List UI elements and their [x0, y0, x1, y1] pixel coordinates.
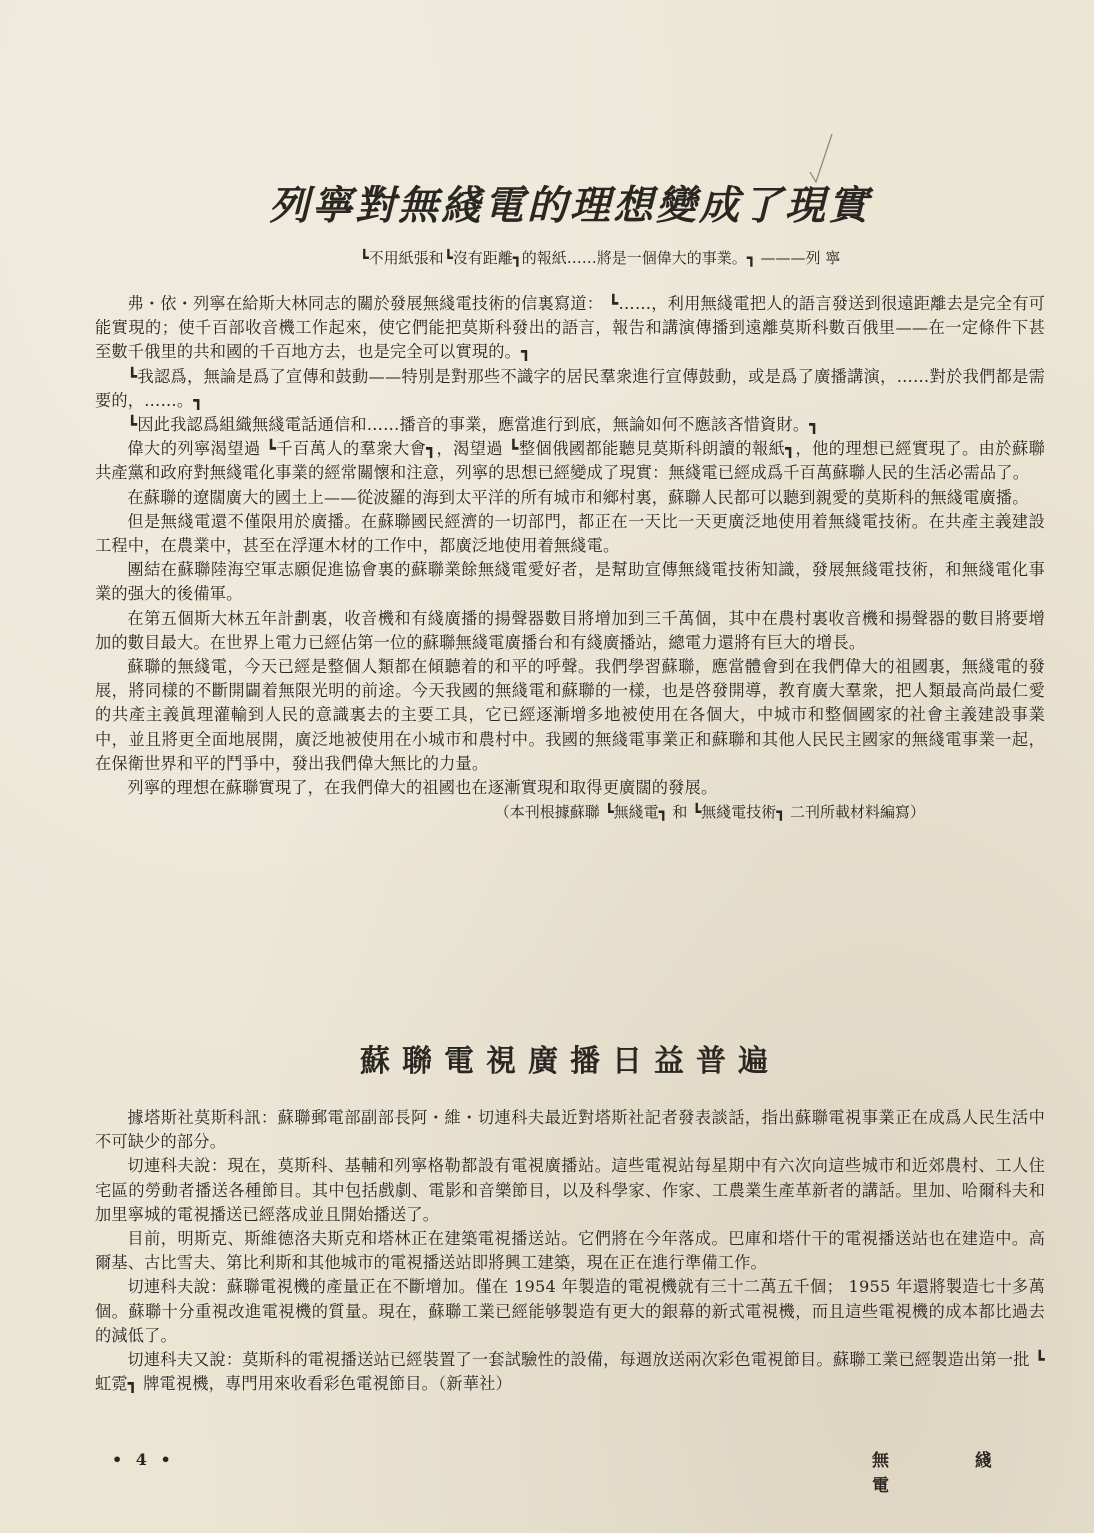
- paragraph: 蘇聯的無綫電，今天已經是整個人類都在傾聽着的和平的呼聲。我們學習蘇聯，應當體會到在我們偉大的祖國裏，無綫電的發展，將同樣的不斷開闢着無限光明的前途。今天我國的無綫電和蘇聯的一樣，也是啓發開導，教育廣大羣衆，把人類最高尚最仁愛的共產主義眞理灌輸到人民的意識裏去的主要工具，它已經逐漸增多地被使用在各個大，中城市和整個國家的社會主義建設事業中，並且將更全面地展開，廣泛地被使用在小城市和農村中。我國的無綫電事業正和蘇聯和其他人民民主國家的無綫電事業一起，在保衛世界和平的鬥爭中，發出我們偉大無比的力量。: [95, 657, 1045, 773]
- paragraph: 切連科夫說：現在，莫斯科、基輔和列寧格勒都設有電視廣播站。這些電視站每星期中有六次向這些城市和近郊農村、工人住宅區的勞動者播送各種節目。其中包括戲劇、電影和音樂節目，以及科學家、作家、工農業生產革新者的講話。里加、哈爾科夫和加里寧城的電視播送已經落成並且開始播送了。: [95, 1156, 1045, 1224]
- paragraph: 目前，明斯克、斯維德洛夫斯克和塔林正在建築電視播送站。它們將在今年落成。巴庫和塔什干的電視播送站也在建造中。高爾基、古比雪夫、第比利斯和其他城市的電視播送站即將興工建築，現在正在進行準備工作。: [95, 1229, 1045, 1273]
- paragraph: 切連科夫說：蘇聯電視機的產量正在不斷增加。僅在 1954 年製造的電視機就有三十二萬五千個； 1955 年還將製造七十多萬個。蘇聯十分重視改進電視機的質量。現在，蘇聯工業已經能够製造有更大的銀幕的新式電視機，而且這些電視機的成本都比過去的減低了。: [95, 1277, 1045, 1345]
- page-number: • 4 •: [112, 1450, 175, 1469]
- source-note: （本刊根據蘇聯 ┗無綫電┓ 和 ┗無綫電技術┓ 二刊所載材料編寫）: [494, 803, 925, 822]
- paragraph: 偉大的列寧渴望過 ┗千百萬人的羣衆大會┓，渴望過 ┗整個俄國都能聽見莫斯科朗讀的報紙┓，他的理想已經實現了。由於蘇聯共產黨和政府對無綫電化事業的經常關懷和注意，列寧的思想已經變成了現實：無綫電已經成爲千百萬蘇聯人民的生活必需品了。: [95, 439, 1045, 483]
- paragraph: 據塔斯社莫斯科訊：蘇聯郵電部副部長阿・維・切連科夫最近對塔斯社記者發表談話，指出蘇聯電視事業正在成爲人民生活中不可缺少的部分。: [95, 1108, 1045, 1152]
- article-soviet-tv: [95, 1040, 1045, 1396]
- article-title: 列寧對無綫電的理想變成了現實: [269, 182, 871, 229]
- paragraph: 但是無綫電還不僅限用於廣播。在蘇聯國民經濟的一切部門，都正在一天比一天更廣泛地使用着無綫電技術。在共產主義建設工程中，在農業中，甚至在浮運木材的工作中，都廣泛地使用着無綫電。: [95, 511, 1045, 556]
- paragraph: 在蘇聯的遼闊廣大的國土上——從波羅的海到太平洋的所有城市和鄉村裏，蘇聯人民都可以聽到親愛的莫斯科的無綫電廣播。: [127, 487, 1029, 507]
- article-title: 蘇聯電視廣播日益普遍: [360, 1044, 780, 1079]
- journal-name: 無 綫 電: [872, 1451, 1032, 1496]
- paragraph: ┗因此我認爲組織無綫電話通信和……播音的事業，應當進行到底，無論如何不應該吝惜資財。┓: [127, 415, 820, 435]
- article-lenin-radio: [95, 178, 1045, 825]
- epigraph-quote: ┗不用紙張和┗沒有距離┓的報紙……將是一個偉大的事業。┓ ———列 寧: [359, 249, 841, 267]
- paragraph: 弗・依・列寧在給斯大林同志的關於發展無綫電技術的信裏寫道： ┗……，利用無綫電把人的語言發送到很遠距離去是完全有可能實現的；使千百部收音機工作起來，使它們能把莫斯科發出的語言，報告和講演傳播到遠離莫斯科數百俄里——在一定條件下甚至數千俄里的共和國的千百地方去，也是完全可以實現的。┓: [95, 294, 1045, 362]
- paragraph: ┗我認爲，無論是爲了宣傳和鼓動——特別是對那些不識字的居民羣衆進行宣傳鼓動，或是爲了廣播講演，……對於我們都是需要的，……。┓: [95, 366, 1045, 410]
- paragraph: 團結在蘇聯陸海空軍志願促進協會裏的蘇聯業餘無綫電愛好者，是幫助宣傳無綫電技術知識，發展無綫電技術，和無綫電化事業的强大的後備軍。: [95, 560, 1045, 604]
- paragraph: 在第五個斯大林五年計劃裏，收音機和有綫廣播的揚聲器數目將增加到三千萬個，其中在農村裏收音機和揚聲器的數目將要增加的數目最大。在世界上電力已經佔第一位的蘇聯無綫電廣播台和有綫廣播站，總電力還將有巨大的增長。: [95, 608, 1045, 652]
- paragraph: 切連科夫又說：莫斯科的電視播送站已經裝置了一套試驗性的設備，每週放送兩次彩色電視節目。蘇聯工業已經製造出第一批 ┗虹霓┓ 牌電視機，專門用來收看彩色電視節目。（新華社）: [95, 1350, 1045, 1394]
- paragraph: 列寧的理想在蘇聯實現了，在我們偉大的祖國也在逐漸實現和取得更廣闊的發展。: [127, 778, 718, 798]
